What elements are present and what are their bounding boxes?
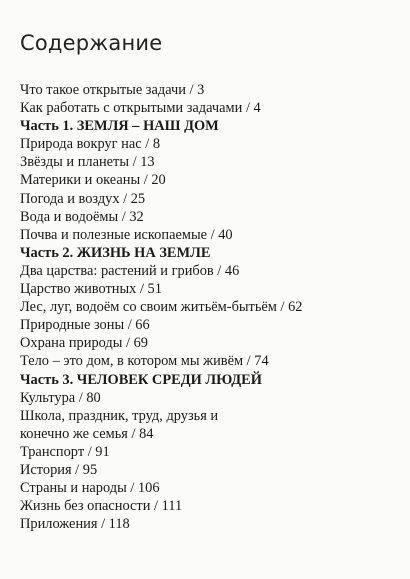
toc-entry: Тело – это дом, в котором мы живём / 74 — [20, 353, 269, 370]
toc-entry: Вода и водоёмы / 32 — [20, 208, 144, 225]
toc-entry: Два царства: растений и грибов / 46 — [20, 262, 240, 279]
page-title: Содержание — [20, 31, 163, 55]
toc-entry: Приложения / 118 — [20, 516, 130, 533]
toc-entry: Жизнь без опасности / 111 — [20, 498, 183, 515]
toc-entry: Природные зоны / 66 — [20, 317, 150, 334]
toc-entry: Лес, луг, водоём со своим житьём-бытьём / 62 — [20, 299, 303, 316]
toc-part-heading: Часть 3. ЧЕЛОВЕК СРЕДИ ЛЮДЕЙ — [20, 371, 262, 388]
toc-entry: Царство животных / 51 — [20, 281, 162, 298]
toc-entry: Материки и океаны / 20 — [20, 172, 166, 189]
table-of-contents — [20, 81, 390, 533]
toc-entry: Как работать с открытыми задачами / 4 — [20, 100, 261, 117]
toc-entry: История / 95 — [20, 461, 98, 478]
toc-entry: Почва и полезные ископаемые / 40 — [20, 226, 233, 243]
toc-entry: Погода и воздух / 25 — [20, 190, 146, 207]
toc-entry: Охрана природы / 69 — [20, 335, 149, 352]
toc-entry: Звёзды и планеты / 13 — [20, 154, 155, 171]
toc-part-heading: Часть 2. ЖИЗНЬ НА ЗЕМЛЕ — [20, 244, 211, 261]
toc-entry: Школа, праздник, труд, друзья и — [20, 407, 219, 424]
toc-entry: конечно же семья / 84 — [20, 425, 154, 442]
toc-entry: Что такое открытые задачи / 3 — [20, 82, 205, 98]
toc-entry: Культура / 80 — [20, 389, 101, 406]
toc-part-heading: Часть 1. ЗЕМЛЯ – НАШ ДОМ — [20, 118, 219, 135]
toc-entry: Природа вокруг нас / 8 — [20, 136, 161, 153]
toc-entry: Страны и народы / 106 — [20, 480, 160, 497]
toc-entry: Транспорт / 91 — [20, 443, 110, 460]
